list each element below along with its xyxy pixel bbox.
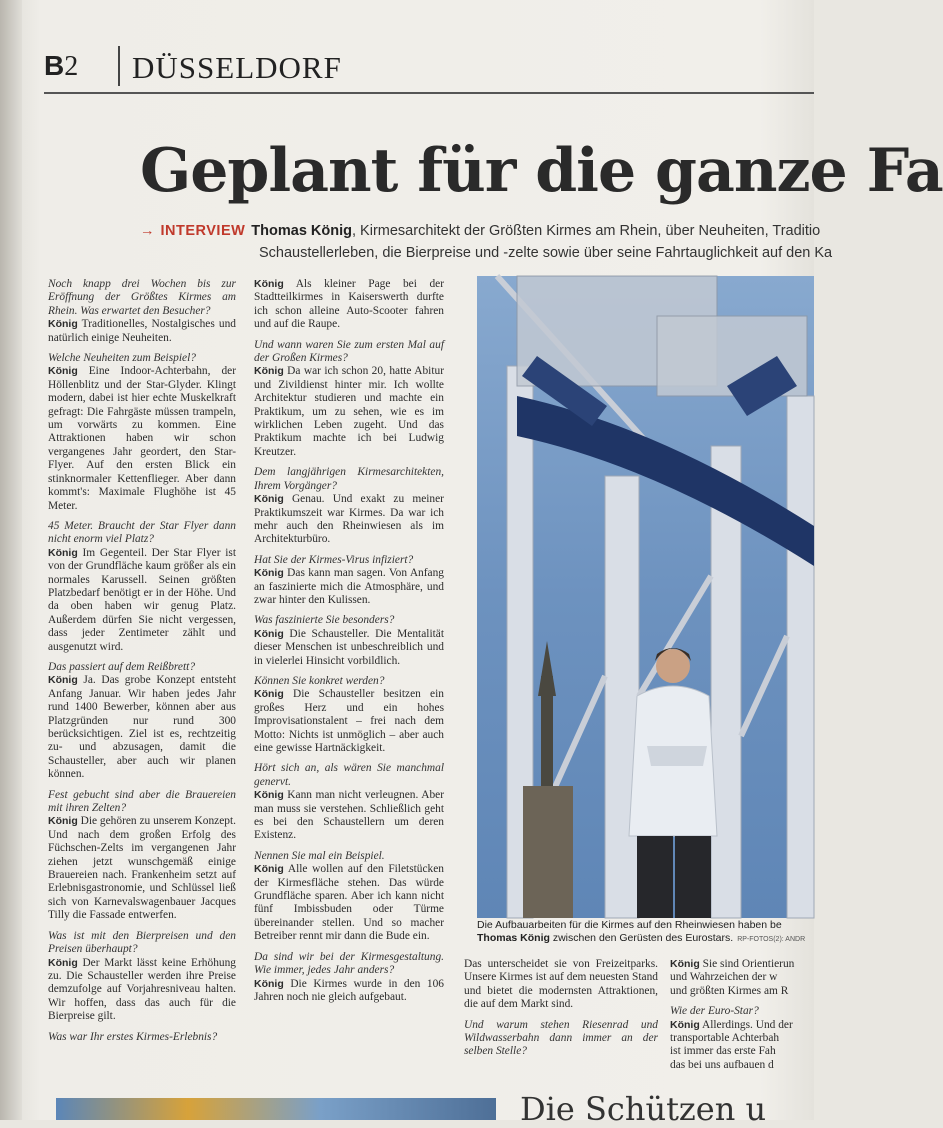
header-rule [44, 92, 814, 94]
speaker-label: König [254, 493, 284, 506]
answer: Als kleiner Page bei der Stadtteilkirmes in Kaiserswerth durfte ich schon alleine Auto-Scooter fahren und auf die Raupe. [254, 278, 444, 331]
answer: Die Schausteller. Die Mentalität dieser Menschen ist unbeschreiblich und in vielerlei Hinsicht vorbildlich. [254, 627, 444, 667]
question: Hört sich an, als wären Sie manchmal genervt. [254, 762, 444, 788]
answer: Im Gegenteil. Der Star Flyer ist von der Grundfläche kaum größer als ein normales Karussell. Seinen größten Platzbedarf benötigt er in der Höhe. Und da oben haben wir genug Platz. Außerdem dürfen Sie nicht vergessen, dass jeder Zentimeter zählt und ausgenutzt wird. [48, 546, 236, 653]
answer: Traditionelles, Nostalgisches und natürlich einige Neuheiten. [48, 318, 236, 344]
photo-credit: RP-FOTOS(2): ANDR [737, 936, 806, 943]
caption-line-2: zwischen den Gerüsten des Eurostars. [549, 932, 734, 944]
question: Was ist mit den Bierpreisen und den Preisen überhaupt? [48, 929, 236, 956]
answer: Allerdings. Und der [701, 1018, 793, 1031]
answer: Kann man nicht verleugnen. Aber man muss sie verstehen. Schließlich geht es bei den Schaustellern um deren Existenz. [254, 789, 444, 842]
answer: Genau. Und exakt zu meiner Praktikumszeit war Kirmes. Da war ich mehr auch den Rheinwiesen als im Architekturbüro. [254, 493, 444, 546]
article-column-4 [670, 958, 814, 1072]
interview-tag: INTERVIEW [160, 223, 246, 239]
question: Nennen Sie mal ein Beispiel. [254, 849, 385, 862]
question: Das passiert auf dem Reißbrett? [48, 660, 196, 673]
photo-eurostar-thomas-koenig [477, 276, 814, 918]
speaker-label: König [48, 365, 78, 378]
section-title: DÜSSELDORF [132, 50, 342, 85]
speaker-label: König [670, 1018, 700, 1031]
speaker-label: König [254, 627, 284, 640]
photo-illustration [477, 276, 814, 918]
article-column-2 [254, 278, 444, 1011]
text-line: und größten Kirmes am R [670, 984, 789, 997]
answer: Da war ich schon 20, hatte Abitur und Zivildienst hinter mir. Ich wollte Architektur studieren und machte ein Praktikum, um zu sehen, wie es im wirklichen Leben zugeht. Und das Praktikum machte ich bei Ludwig Kreutzer. [254, 365, 444, 458]
speaker-label: König [254, 278, 284, 290]
section-letter: B [44, 50, 65, 81]
speaker-label: König [48, 956, 78, 969]
caption-line-1: Die Aufbauarbeiten für die Kirmes auf den Rheinwiesen haben be [477, 919, 782, 931]
answer: Die Schausteller besitzen ein großes Herz und ein hohes Improvisationstalent – frei nach dem Motto: Nichts ist unmöglich – aber auch eine gewisse Hartnäckigkeit. [254, 688, 444, 754]
answer: Die gehören zu unserem Konzept. Und nach dem großen Erfolg des Füchschen-Zelts im vergangenen Jahr ziehen jetzt wunschgemäß einige Brauereien nach. Frankenheim setzt auf Erlebnisgastronomie, und Schlüssel ließ sich von Karnevalswagenbauer Jacques Tilly die Fassade entwerfen. [48, 815, 236, 922]
next-article-headline: Die Schützen u [520, 1090, 767, 1128]
speaker-label: König [254, 977, 284, 990]
answer: Die Kirmes wurde in den 106 Jahren noch nie gleich aufgebaut. [254, 977, 444, 1003]
page-number [44, 50, 78, 83]
page-header [44, 46, 814, 86]
answer: Der Markt lässt keine Erhöhung zu. Die Schausteller werden ihre Preise demzufolge auf Vorjahresniveau halten. Wir hoffen, dass das auch für die Bierpreise gilt. [48, 956, 236, 1023]
question: Welche Neuheiten zum Beispiel? [48, 352, 196, 365]
question: Und warum stehen Riesenrad und Wildwasserbahn dann immer an der selben Stelle? [464, 1018, 658, 1058]
question: Da sind wir bei der Kirmesgestaltung. Wie immer, jedes Jahr anders? [254, 950, 444, 977]
question: Fest gebucht sind aber die Brauereien mit ihren Zelten? [48, 788, 236, 815]
question: Hat Sie der Kirmes-Virus infiziert? [254, 553, 414, 566]
arrow-right-icon: → [140, 223, 155, 239]
kicker [140, 220, 833, 264]
speaker-label: König [48, 674, 78, 687]
question: Was faszinierte Sie besonders? [254, 614, 395, 627]
text-line: ist immer das erste Fah [670, 1045, 776, 1058]
text-line: und Wahrzeichen der w [670, 971, 778, 984]
photo-caption [477, 919, 814, 949]
answer: Das unterscheidet sie von Freizeitparks. Unsere Kirmes ist auf dem neuesten Stand und bietet die modernsten Attraktionen, die auf dem Markt sind. [464, 958, 658, 1011]
answer: Das kann man sagen. Von Anfang an faszinierte mich die Atmosphäre, und zwar hinter den Kulissen. [254, 567, 444, 606]
headline: Geplant für die ganze Fa [140, 136, 943, 206]
answer: Ja. Das grobe Konzept entsteht Anfang Januar. Wir haben jedes Jahr rund 1400 Bewerber, können aber aus Platzgründen nur rund 300 berücksichtigen. Ziel ist es, rechtzeitig zu- und abzusagen, damit die Schausteller, aber auch wir planen können. [48, 674, 236, 781]
question: Wie der Euro-Star? [670, 1005, 759, 1018]
speaker-label: König [254, 365, 284, 378]
question: Können Sie konkret werden? [254, 674, 385, 687]
question: Dem langjährigen Kirmesarchitekten, Ihrem Vorgänger? [254, 466, 444, 492]
page-fold-shadow [0, 0, 22, 1120]
speaker-label: König [254, 863, 284, 876]
question: Und wann waren Sie zum ersten Mal auf der Großen Kirmes? [254, 338, 444, 365]
speaker-label: König [48, 318, 78, 331]
kicker-line-2: Schaustellerleben, die Bierpreise und -zelte sowie über seine Fahrtauglichkeit auf den Ka [259, 245, 833, 261]
answer: Sie sind Orientierun [702, 958, 795, 970]
text-line: das bei uns aufbauen d [670, 1058, 774, 1071]
speaker-label: König [48, 546, 78, 559]
text-line: transportable Achterbah [670, 1032, 780, 1045]
answer: Alle wollen auf den Filetstücken der Kirmesfläche stehen. Das würde Grundfläche sparen. Aber ich kann nicht fünf Imbissbuden oder Türme übereinander stellen. Und so macher Betreiber rennt mir dann die Bude ein. [254, 863, 444, 943]
kicker-line-1: , Kirmesarchitekt der Größten Kirmes am Rhein, über Neuheiten, Traditio [352, 223, 821, 239]
question: Was war Ihr erstes Kirmes-Erlebnis? [48, 1030, 218, 1043]
page-num: 2 [64, 51, 79, 82]
speaker-label: König [254, 789, 284, 802]
question: Noch knapp drei Wochen bis zur Eröffnung der Größtes Kirmes am Rhein. Was erwartet den Besucher? [48, 278, 236, 317]
speaker-label: König [670, 958, 700, 970]
speaker-label: König [48, 815, 78, 828]
speaker-label: König [254, 688, 284, 701]
answer: Eine Indoor-Achterbahn, der Höllenblitz und der Star-Glyder. Klingt modern, dabei ist hier echte Muskelkraft gefragt: Die Fahrgäste müssen trampeln, um vorwärts zu kommen. Eine Attraktionen haben wir schon vergangenes Jahr geordert, den Star-Flyer. Auf den ersten Blick ein stinknormaler Kettenflieger. Aber dann kommt's: Maximale Flughöhe ist 45 Meter. [48, 365, 236, 512]
caption-name: Thomas König [477, 932, 550, 944]
question: 45 Meter. Braucht der Star Flyer dann nicht enorm viel Platz? [48, 519, 236, 546]
interviewee-name: Thomas König [251, 223, 352, 239]
article-column-3 [464, 958, 658, 1066]
header-divider [118, 46, 120, 86]
article-column-1 [48, 278, 236, 1051]
bottom-photo-strip [56, 1098, 496, 1120]
speaker-label: König [254, 567, 284, 580]
